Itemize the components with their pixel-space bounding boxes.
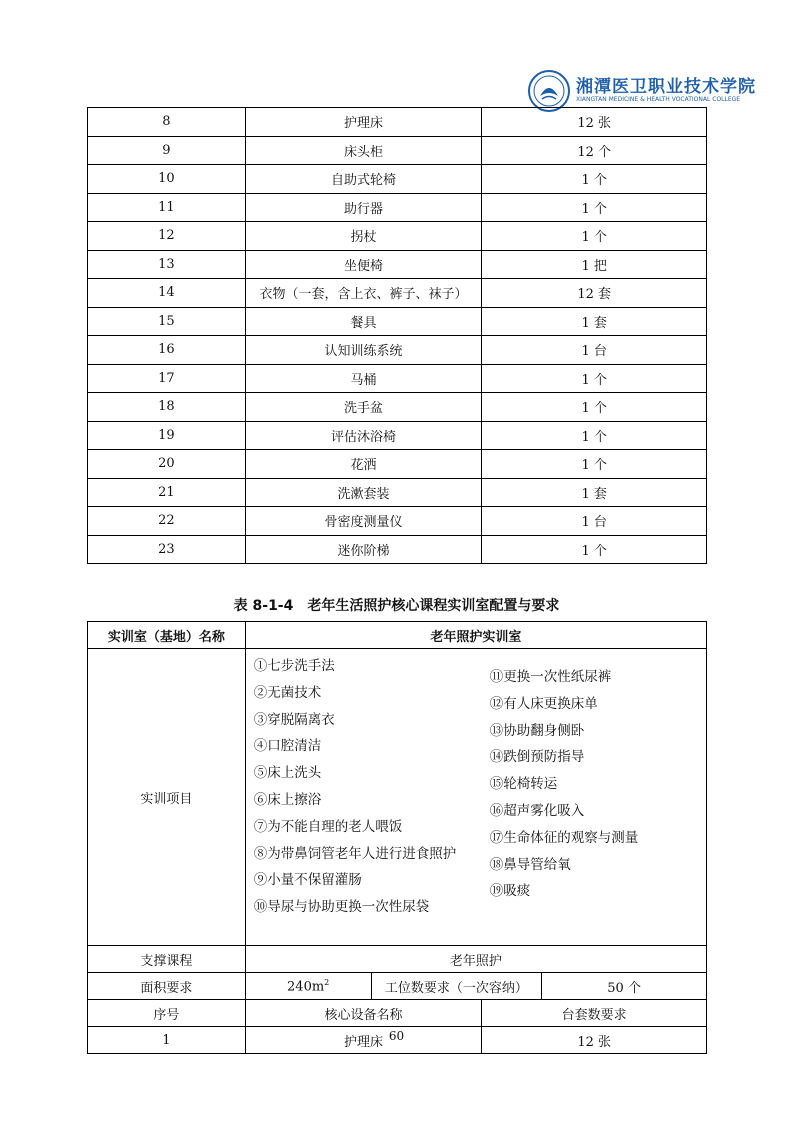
cell-no: 9 <box>88 136 246 165</box>
cell-qty: 1 台 <box>482 507 707 536</box>
cell-no: 18 <box>88 393 246 422</box>
training-item: ⑫有人床更换床单 <box>489 695 598 712</box>
cell-name: 护理床 <box>245 108 482 137</box>
training-item: ④口腔清洁 <box>253 738 322 755</box>
table-row <box>88 478 707 507</box>
cell-qty: 1 个 <box>482 535 707 564</box>
training-item: ⑦为不能自理的老人喂饭 <box>253 818 403 835</box>
cell-qty: 12 张 <box>482 108 707 137</box>
table-row <box>88 393 707 422</box>
school-emblem-icon <box>528 70 570 112</box>
area-label: 面积要求 <box>88 973 246 1000</box>
equipment-table-continued <box>87 107 707 564</box>
cell-no: 20 <box>88 450 246 479</box>
training-item: ⑩导尿与协助更换一次性尿袋 <box>253 899 430 916</box>
cell-name: 衣物（一套，含上衣、裤子、袜子） <box>245 279 482 308</box>
area-row <box>88 973 707 1000</box>
course-row <box>88 946 707 973</box>
training-items-cell <box>245 649 706 946</box>
course-value: 老年照护 <box>245 946 706 973</box>
lab-name-row <box>88 622 707 649</box>
cell-no: 10 <box>88 165 246 194</box>
table-row <box>88 279 707 308</box>
cell-no: 1 <box>88 1027 246 1054</box>
training-item: ①七步洗手法 <box>253 658 335 674</box>
training-item: ⑨小量不保留灌肠 <box>253 872 362 889</box>
course-label: 支撑课程 <box>88 946 246 973</box>
training-items-column-1 <box>254 653 457 921</box>
cell-name: 认知训练系统 <box>245 336 482 365</box>
col-equipment-header: 核心设备名称 <box>245 1000 482 1027</box>
table-row <box>88 165 707 194</box>
area-value: $240m^2$ <box>245 973 371 1000</box>
table-row <box>88 136 707 165</box>
training-items-label: 实训项目 <box>88 649 246 946</box>
table-row <box>88 222 707 251</box>
training-item: ⑪更换一次性纸尿裤 <box>489 669 612 685</box>
cell-qty: 1 个 <box>482 450 707 479</box>
cell-qty: 12 个 <box>482 136 707 165</box>
cell-no: 13 <box>88 250 246 279</box>
table-row <box>88 250 707 279</box>
table-row <box>88 535 707 564</box>
table-row <box>88 450 707 479</box>
cell-no: 15 <box>88 307 246 336</box>
cell-name: 马桶 <box>245 364 482 393</box>
cell-name: 助行器 <box>245 193 482 222</box>
cell-qty: 12 套 <box>482 279 707 308</box>
cell-no: 17 <box>88 364 246 393</box>
cell-name: 坐便椅 <box>245 250 482 279</box>
cell-qty: 1 个 <box>482 193 707 222</box>
training-item: ⑯超声雾化吸入 <box>489 802 585 819</box>
station-label: 工位数要求（一次容纳） <box>371 973 542 1000</box>
school-name-en: XIANGTAN MEDICINE & HEALTH VOCATIONAL COLLEGE <box>576 96 741 103</box>
station-value: 50 个 <box>542 973 707 1000</box>
table-row <box>88 307 707 336</box>
cell-name: 床头柜 <box>245 136 482 165</box>
cell-qty: 1 个 <box>482 165 707 194</box>
cell-no: 12 <box>88 222 246 251</box>
cell-no: 8 <box>88 108 246 137</box>
training-item: ⑧为带鼻饲管老年人进行进食照护 <box>253 845 457 862</box>
lab-name: 老年照护实训室 <box>245 622 706 649</box>
table-row <box>88 507 707 536</box>
cell-name: 餐具 <box>245 307 482 336</box>
training-item: ⑬协助翻身侧卧 <box>489 722 585 739</box>
training-item: ③穿脱隔离衣 <box>253 711 335 728</box>
cell-qty: 1 把 <box>482 250 707 279</box>
table-row <box>88 336 707 365</box>
training-items-row <box>88 649 707 946</box>
training-item: ⑮轮椅转运 <box>489 776 558 793</box>
cell-qty: 1 套 <box>482 478 707 507</box>
table-caption: 表 8-1-4 老年生活照护核心课程实训室配置与要求 <box>233 598 560 614</box>
lab-label: 实训室（基地）名称 <box>88 622 246 649</box>
cell-name: 评估沐浴椅 <box>245 421 482 450</box>
school-name-cn: 湘潭医卫职业技术学院 <box>576 77 756 97</box>
table-row <box>88 108 707 137</box>
training-item: ⑥床上擦浴 <box>253 791 322 808</box>
cell-no: 11 <box>88 193 246 222</box>
lab-config-table <box>87 621 707 1054</box>
cell-name: 花洒 <box>245 450 482 479</box>
cell-no: 23 <box>88 535 246 564</box>
training-item: ②无菌技术 <box>253 684 322 701</box>
cell-name: 拐杖 <box>245 222 482 251</box>
cell-no: 19 <box>88 421 246 450</box>
cell-qty: 1 个 <box>482 421 707 450</box>
cell-name: 洗手盆 <box>245 393 482 422</box>
cell-name: 洗漱套装 <box>245 478 482 507</box>
training-item: ⑱鼻导管给氧 <box>489 856 571 873</box>
page-number: 60 <box>388 1029 405 1043</box>
training-item: ⑰生命体征的观察与测量 <box>489 829 639 846</box>
training-item: ⑤床上洗头 <box>253 765 322 782</box>
equipment-header-row <box>88 1000 707 1027</box>
table-row <box>88 364 707 393</box>
cell-name: 自助式轮椅 <box>245 165 482 194</box>
cell-qty: 1 套 <box>482 307 707 336</box>
table-row <box>88 421 707 450</box>
cell-no: 21 <box>88 478 246 507</box>
cell-no: 14 <box>88 279 246 308</box>
cell-qty: 12 张 <box>482 1027 707 1054</box>
cell-qty: 1 个 <box>482 364 707 393</box>
cell-no: 22 <box>88 507 246 536</box>
cell-qty: 1 台 <box>482 336 707 365</box>
training-item: ⑭跌倒预防指导 <box>489 749 585 766</box>
cell-no: 16 <box>88 336 246 365</box>
cell-name: 护理床 <box>245 1027 482 1054</box>
cell-name: 迷你阶梯 <box>245 535 482 564</box>
table-row <box>88 193 707 222</box>
col-no-header: 序号 <box>88 1000 246 1027</box>
cell-qty: 1 个 <box>482 393 707 422</box>
training-item: ⑲吸痰 <box>489 883 531 900</box>
cell-name: 骨密度测量仪 <box>245 507 482 536</box>
col-qty-header: 台套数要求 <box>482 1000 707 1027</box>
cell-qty: 1 个 <box>482 222 707 251</box>
training-items-column-2 <box>490 664 639 905</box>
